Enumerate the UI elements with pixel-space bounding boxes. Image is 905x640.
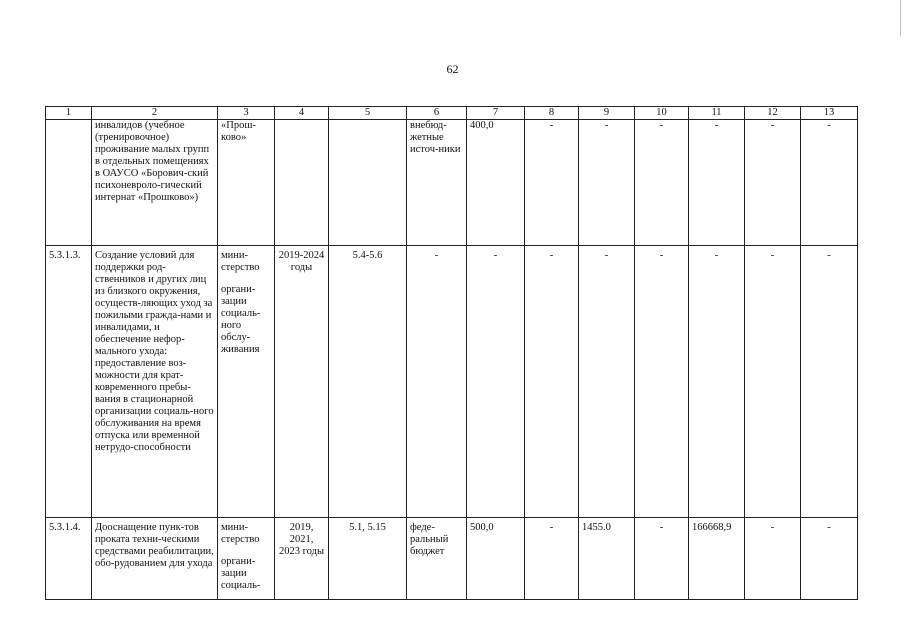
row-value-10: - [635,246,689,518]
header-cell: 9 [579,107,635,120]
executor-secondary-text: органи-зации социаль- [221,556,261,591]
executor-text: «Прош-ково» [221,120,256,143]
row-value-12: - [745,246,801,518]
header-cell: 13 [801,107,858,120]
row-number [46,120,92,246]
executor-text: мини-стерство [221,522,260,545]
row-value-8: - [525,518,579,600]
row-funding-source: феде-ральный бюджет [407,518,467,600]
row-value-13: - [801,246,858,518]
row-value-9: 1455.0 [579,518,635,600]
header-cell: 12 [745,107,801,120]
row-value-13: - [801,518,858,600]
row-value-13: - [801,120,858,246]
row-value-8: - [525,246,579,518]
header-cell: 5 [329,107,407,120]
page-number: 62 [446,62,459,76]
header-cell: 1 [46,107,92,120]
row-value-7: - [467,246,525,518]
row-period [275,120,329,246]
header-cell: 3 [218,107,275,120]
table-row [46,518,858,600]
row-description: инвалидов (учебное (тренировочное) проживание малых групп в отдельных помещениях в ОАУСО «Борович-ский психоневроло-гический интернат «Прошково») [92,120,218,246]
row-value-9: - [579,246,635,518]
row-executor [218,518,275,600]
scan-edge-line [900,0,901,36]
row-value-8: - [525,120,579,246]
header-cell: 10 [635,107,689,120]
executor-text: мини-стерство [221,250,260,273]
row-executor [218,246,275,518]
header-cell: 8 [525,107,579,120]
row-value-11: 166668,9 [689,518,745,600]
program-table [45,106,858,600]
row-funding-source: внебюд-жетные источ-ники [407,120,467,246]
header-cell: 11 [689,107,745,120]
row-value-7: 500,0 [467,518,525,600]
row-indicators: 5.1, 5.15 [329,518,407,600]
row-value-12: - [745,518,801,600]
header-cell: 6 [407,107,467,120]
row-value-11: - [689,120,745,246]
row-executor [218,120,275,246]
row-value-9: - [579,120,635,246]
row-value-11: - [689,246,745,518]
row-value-10: - [635,518,689,600]
table-header-row [46,107,858,120]
row-period: 2019, 2021, 2023 годы [275,518,329,600]
executor-secondary-text: органи-зации социаль-ного обслу-живания [221,284,261,355]
row-indicators: 5.4-5.6 [329,246,407,518]
header-cell: 4 [275,107,329,120]
row-period: 2019-2024 годы [275,246,329,518]
row-description: Создание условий для поддержки род-ственников и других лиц из близкого окружения, осуществ-ляющих уход за пожилыми гражда-нами и инвалидами, и обеспечение нефор-мального ухода: предоставление воз-можности для крат-ковременного пребы-вания в стационарной организации социаль-ного обслуживания на время отпуска или временной нетрудо-способности [92,246,218,518]
row-description: Дооснащение пунк-тов проката техни-ческими средствами реабилитации, обо-рудованием для ухода [92,518,218,600]
row-value-7: 400,0 [467,120,525,246]
row-value-12: - [745,120,801,246]
table-row [46,246,858,518]
row-number: 5.3.1.4. [46,518,92,600]
header-cell: 2 [92,107,218,120]
row-value-10: - [635,120,689,246]
row-funding-source: - [407,246,467,518]
row-indicators [329,120,407,246]
table-row [46,120,858,246]
row-number: 5.3.1.3. [46,246,92,518]
header-cell: 7 [467,107,525,120]
